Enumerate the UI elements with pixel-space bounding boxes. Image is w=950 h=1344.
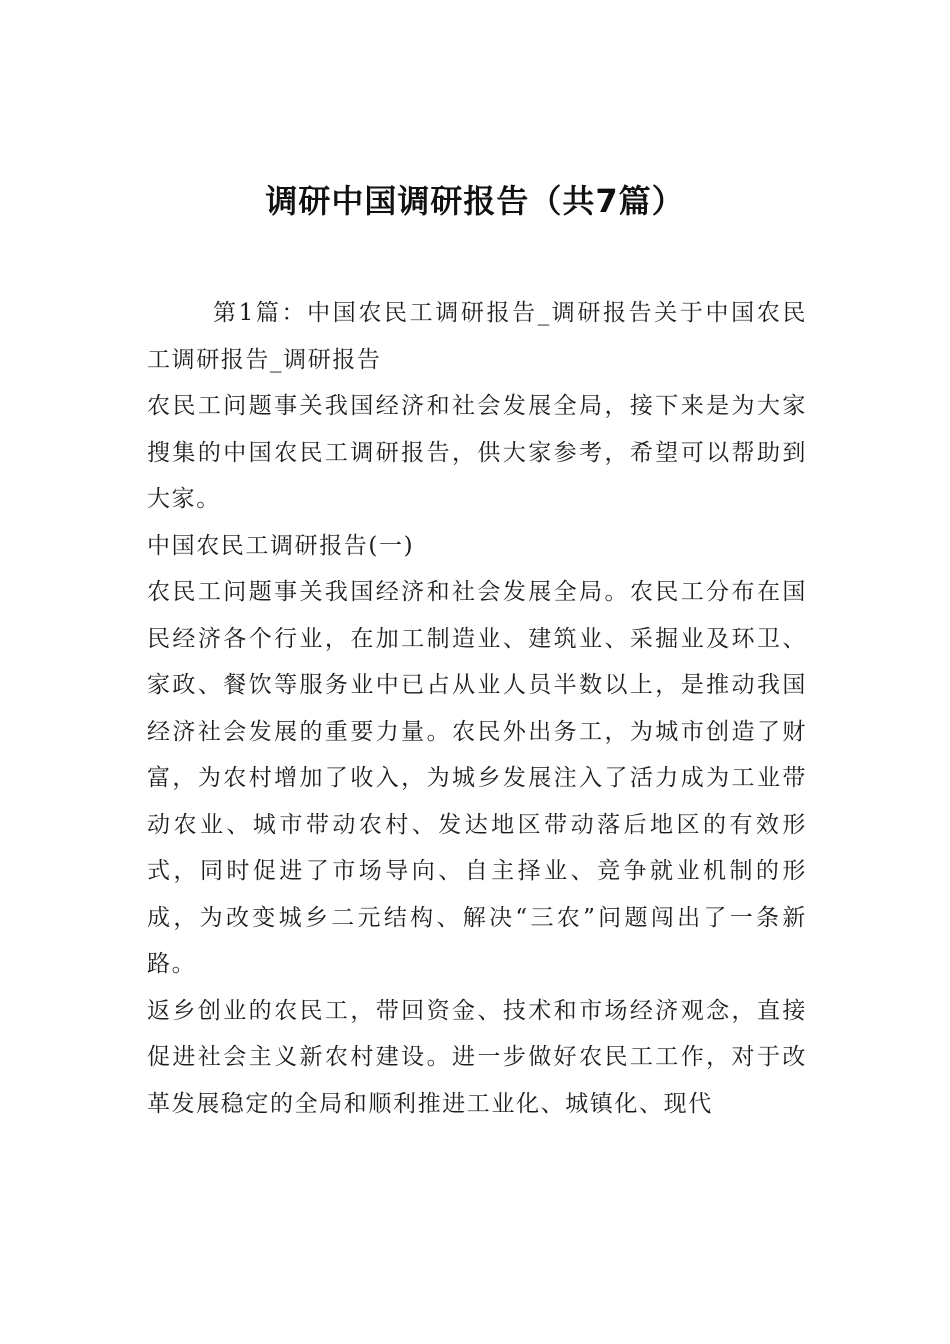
document-title: 调研中国调研报告（共7篇） — [265, 182, 685, 221]
section-heading: 中国农民工调研报告(一) — [147, 532, 415, 559]
body-paragraph: 返乡创业的农民工，带回资金、技术和市场经济观念，直接促进社会主义新农村建设。进一步做好农民工工作，对于改革发展稳定的全局和顺利推进工业化、城镇化、现代 — [147, 997, 807, 1117]
chapter-heading: 第1篇：中国农民工调研报告_调研报告关于中国农民工调研报告_调研报告 — [147, 300, 807, 373]
body-paragraph: 农民工问题事关我国经济和社会发展全局。农民工分布在国民经济各个行业，在加工制造业、建筑业、采掘业及环卫、家政、餐饮等服务业中已占从业人员半数以上，是推动我国经济社会发展的重要力量。农民外出务工，为城市创造了财富，为农村增加了收入，为城乡发展注入了活力成为工业带动农业、城市带动农村、发达地区带动落后地区的有效形式，同时促进了市场导向、自主择业、竞争就业机制的形成，为改变城乡二元结构、解决“三农”问题闯出了一条新路。 — [147, 579, 807, 977]
intro-paragraph: 农民工问题事关我国经济和社会发展全局，接下来是为大家搜集的中国农民工调研报告，供大家参考，希望可以帮助到大家。 — [147, 393, 807, 512]
document-body — [147, 290, 807, 1127]
